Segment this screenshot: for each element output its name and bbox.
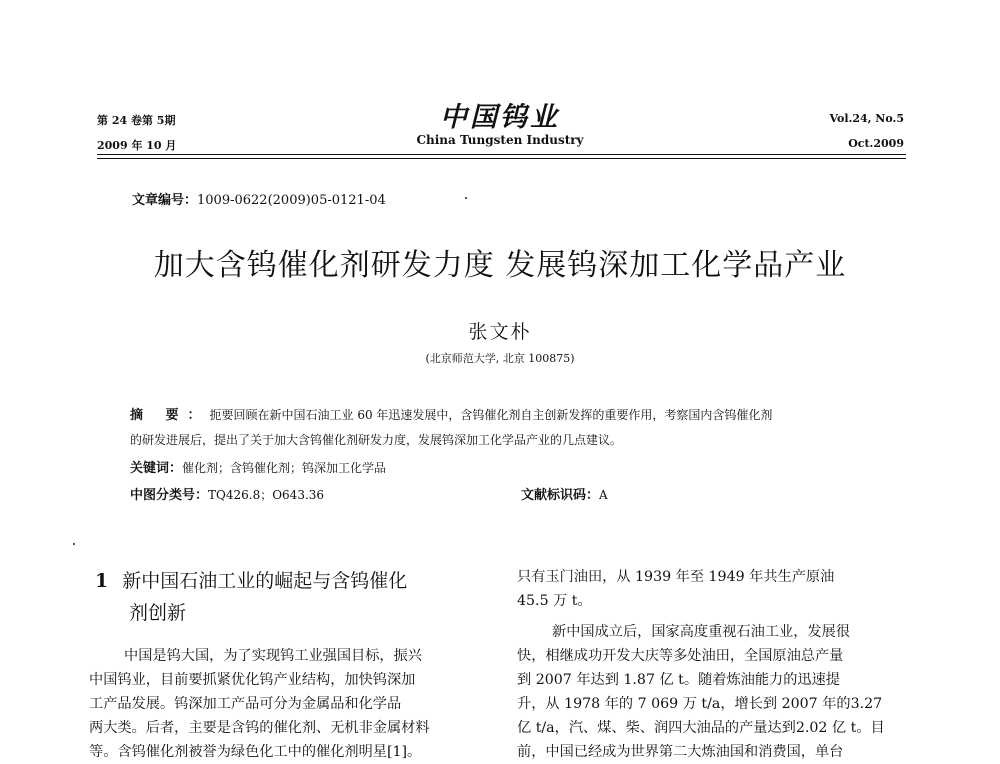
document-code <box>521 484 608 503</box>
journal-name-en: China Tungsten Industry <box>416 133 584 147</box>
doc-code-value: A <box>599 488 608 502</box>
left-paragraph-line: 等。含钨催化剂被誉为绿色化工中的催化剂明星[1]。 <box>89 744 422 760</box>
keywords-value: 催化剂；含钨催化剂；钨深加工化学品 <box>182 461 387 475</box>
right-paragraph-line: 升，从 1978 年的 7 069 万 t/a，增长到 2007 年的3.27 <box>517 696 883 712</box>
right-paragraph-line: 亿 t/a，汽、煤、柴、润四大油品的产量达到2.02 亿 t。目 <box>517 720 885 736</box>
clc-number <box>130 484 324 503</box>
right-paragraph-line: 快，相继成功开发大庆等多处油田，全国原油总产量 <box>517 648 844 664</box>
abstract-text-2: 的研发进展后，提出了关于加大含钨催化剂研发力度，发展钨深加工化学品产业的几点建议。 <box>130 433 623 447</box>
abstract-label: 摘 要： <box>130 408 210 423</box>
clc-value: TQ426.8；O643.36 <box>208 488 325 502</box>
right-paragraph-line: 45.5 万 t。 <box>517 593 592 609</box>
left-paragraph-line: 中国钨业，目前要抓紧优化钨产业结构，加快钨深加 <box>89 672 416 688</box>
right-paragraph-line: 前，中国已经成为世界第二大炼油国和消费国，单台 <box>517 744 844 760</box>
abstract-line-1 <box>130 404 772 423</box>
volume-issue: 第 24 卷第 5期 <box>97 114 176 127</box>
clc-label: 中图分类号： <box>130 488 209 503</box>
article-number <box>132 189 386 208</box>
section-title-line-2: 剂创新 <box>129 602 187 624</box>
header-rule-thick <box>97 154 906 155</box>
left-paragraph-line: 两大类。后者，主要是含钨的催化剂、无机非金属材料 <box>89 720 430 736</box>
scan-speck <box>465 197 467 199</box>
left-paragraph-line: 中国是钨大国，为了实现钨工业强国目标，振兴 <box>124 648 422 664</box>
article-number-label: 文章编号： <box>132 193 198 208</box>
left-paragraph-line: 工产品发展。钨深加工产品可分为金属品和化学品 <box>89 696 402 712</box>
abstract-line-2 <box>130 431 622 448</box>
right-paragraph-line: 只有玉门油田，从 1939 年至 1949 年共生产原油 <box>517 569 835 585</box>
date-en: Oct.2009 <box>848 137 904 150</box>
author-name: 张文朴 <box>468 321 532 343</box>
doc-code-label: 文献标识码： <box>521 488 600 503</box>
abstract-text-1: 扼要回顾在新中国石油工业 60 年迅速发展中，含钨催化剂自主创新发挥的重要作用，考察国内含钨催化剂 <box>209 408 773 422</box>
article-number-value: 1009-0622(2009)05-0121-04 <box>197 193 386 208</box>
scan-speck <box>73 543 75 545</box>
header-rule-thin <box>97 158 906 159</box>
section-1-heading <box>95 565 495 629</box>
issue-date: 2009 年 10 月 <box>97 139 177 152</box>
volume-en: Vol.24, No.5 <box>829 112 904 125</box>
section-title-line-1: 新中国石油工业的崛起与含钨催化 <box>122 570 408 592</box>
paper-title: 加大含钨催化剂研发力度 发展钨深加工化学品产业 <box>153 248 847 283</box>
keywords-label: 关键词： <box>130 461 183 476</box>
author-affiliation: (北京师范大学, 北京 100875) <box>425 352 575 365</box>
journal-name-cn: 中国钨业 <box>440 102 560 133</box>
keywords <box>130 457 386 476</box>
right-paragraph-line: 新中国成立后，国家高度重视石油工业，发展很 <box>552 624 850 640</box>
right-paragraph-line: 到 2007 年达到 1.87 亿 t。随着炼油能力的迅速提 <box>517 672 840 688</box>
section-number: 1 <box>95 570 109 592</box>
